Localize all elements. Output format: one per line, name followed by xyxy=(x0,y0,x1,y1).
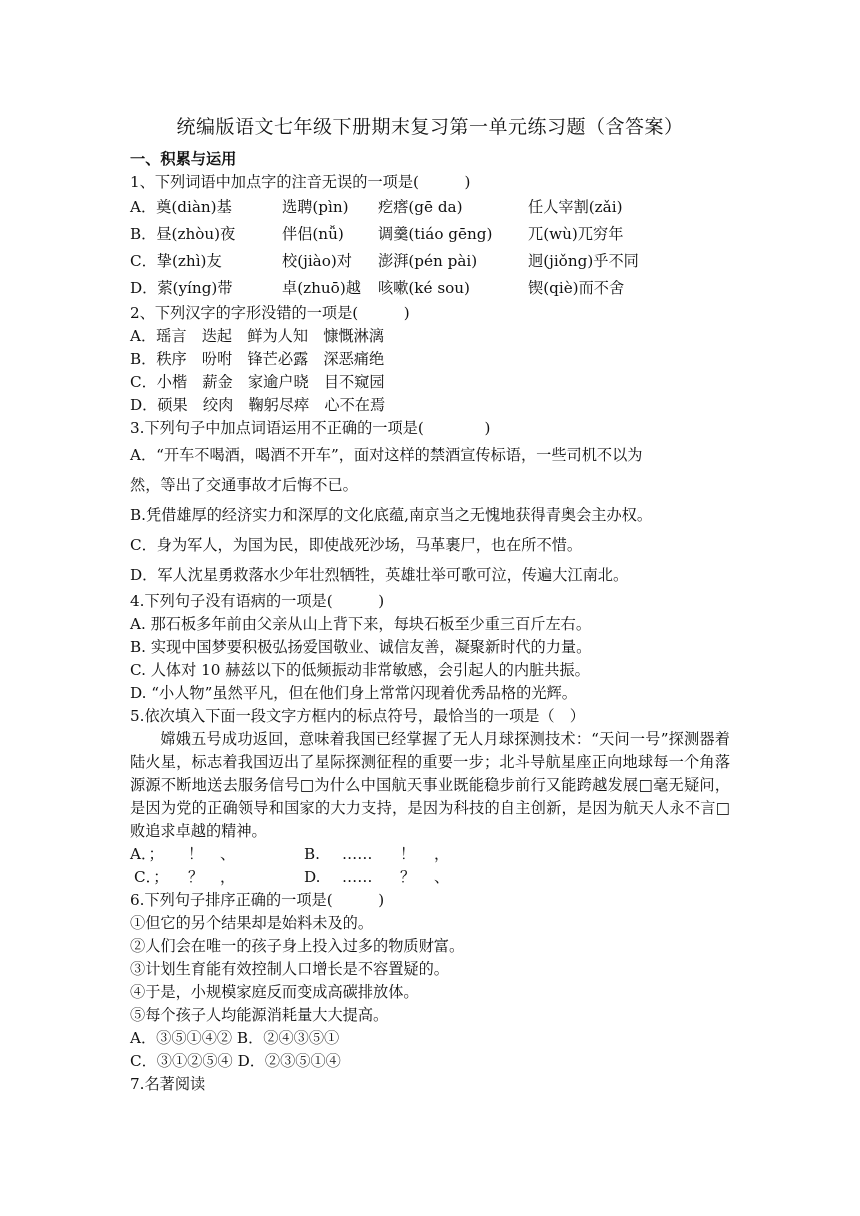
q1-a-4: 任人宰割(zǎi) xyxy=(528,198,623,216)
document-title: 统编版语文七年级下册期末复习第一单元练习题（含答案） xyxy=(176,116,684,138)
q5-c-3: ， xyxy=(220,868,236,886)
q1-b-1: B．昼(zhòu)夜 xyxy=(130,225,236,243)
q3-option-c: C．身为军人，为国为民，即使战死沙场，马革裹尸，也在所不惜。 xyxy=(130,536,583,554)
q1-a-2: 选聘(pìn) xyxy=(282,198,349,216)
q6-item-2: ②人们会在唯一的孩子身上投入过多的物质财富。 xyxy=(130,937,465,955)
q5-d-2: …… xyxy=(342,868,373,886)
q1-options xyxy=(130,194,730,302)
q6-item-4: ④于是，小规模家庭反而变成高碳排放体。 xyxy=(130,983,419,1001)
q3-option-d: D．军人沈星勇救落水少年壮烈牺牲，英雄壮举可歌可泣，传遍大江南北。 xyxy=(130,566,629,584)
q1-option-b xyxy=(130,221,730,248)
q1-d-3: 咳嗽(ké sou) xyxy=(378,279,470,297)
q1-d-1: D．萦(yíng)带 xyxy=(130,279,233,297)
q1-b-3: 调羹(tiáo gēng) xyxy=(378,225,493,243)
q2-option-d: D．硕果 绞肉 鞠躬尽瘁 心不在焉 xyxy=(130,396,386,414)
q5-b-2: …… xyxy=(342,845,373,863)
q1-c-1: C．挚(zhì)友 xyxy=(130,252,222,270)
q3-option-b: B.凭借雄厚的经济实力和深厚的文化底蕴,南京当之无愧地获得青奥会主办权。 xyxy=(130,506,653,524)
q1-a-1: A．奠(diàn)基 xyxy=(130,198,232,216)
q5-b-4: ， xyxy=(434,845,450,863)
q1-stem: 1、下列词语中加点字的注音无误的一项是( ) xyxy=(130,173,471,191)
q7-stem: 7.名著阅读 xyxy=(130,1075,206,1093)
q2-stem: 2、下列汉字的字形没错的一项是( ) xyxy=(130,304,410,322)
q1-option-d xyxy=(130,275,730,302)
q5-stem: 5.依次填入下面一段文字方框内的标点符号，最恰当的一项是（ ） xyxy=(130,707,585,725)
q5-passage: 嫦娥五号成功返回，意味着我国已经掌握了无人月球探测技术：“天问一号”探测器着陆火星，标志着我国迈出了星际探测征程的重要一步；北斗导航星座正向地球每一个角落源源不断地送去服务信号□为什么中国航天事业既能稳步前行又能跨越发展□毫无疑问，是因为党的正确领导和国家的大力支持，是因为科技的自主创新，是因为航天人永不言□败追求卓越的精神。 xyxy=(130,730,730,840)
q5-options-cd xyxy=(130,866,730,889)
q5-d-1: D. xyxy=(304,868,321,886)
q1-c-4: 迥(jiǒng)乎不同 xyxy=(528,252,639,270)
q4-option-a: A. 那石板多年前由父亲从山上背下来，每块石板至少重三百斤左右。 xyxy=(130,615,592,633)
q5-a-3: 、 xyxy=(220,845,236,863)
q5-c-1: C．； xyxy=(134,868,169,886)
q3-stem: 3.下列句子中加点词语运用不正确的一项是( ) xyxy=(130,419,491,437)
document-body xyxy=(130,148,730,1096)
q4-option-b: B. 实现中国梦要积极弘扬爱国敬业、诚信友善，凝聚新时代的力量。 xyxy=(130,638,592,656)
q1-option-c xyxy=(130,248,730,275)
q1-d-2: 卓(zhuō)越 xyxy=(282,279,361,297)
q6-item-1: ①但它的另个结果却是始料未及的。 xyxy=(130,914,373,932)
q6-item-3: ③计划生育能有效控制人口增长是不容置疑的。 xyxy=(130,960,449,978)
q6-stem: 6.下列句子排序正确的一项是( ) xyxy=(130,891,385,909)
q1-c-2: 校(jiào)对 xyxy=(282,252,352,270)
q2-option-c: C．小楷 薪金 家逾户晓 目不窥园 xyxy=(130,373,385,391)
q1-c-3: 澎湃(pén pài) xyxy=(378,252,478,270)
q4-stem: 4.下列句子没有语病的一项是( ) xyxy=(130,592,385,610)
q1-b-4: 兀(wù)兀穷年 xyxy=(528,225,624,243)
q3-option-a-line1: A．“开车不喝酒，喝酒不开车”，面对这样的禁酒宣传标语，一些司机不以为 xyxy=(130,446,643,464)
q5-a-2: ！ xyxy=(188,845,204,863)
q6-options-cd: C．③①②⑤④ D．②③⑤①④ xyxy=(130,1052,341,1070)
q4-option-d: D. “小人物”虽然平凡，但在他们身上常常闪现着优秀品格的光辉。 xyxy=(130,684,577,702)
q5-a-1: A．； xyxy=(130,845,164,863)
q6-options-ab: A．③⑤①④② B．②④③⑤① xyxy=(130,1029,340,1047)
q1-a-3: 疙瘩(gē da) xyxy=(378,198,463,216)
q1-b-2: 伴侣(nǚ) xyxy=(282,225,344,243)
q2-option-b: B．秩序 吩咐 锋芒必露 深恶痛绝 xyxy=(130,350,385,368)
q5-options-ab xyxy=(130,843,730,866)
q6-item-5: ⑤每个孩子人均能源消耗量大大提高。 xyxy=(130,1006,389,1024)
q1-option-a xyxy=(130,194,730,221)
q5-d-3: ？ xyxy=(400,868,416,886)
q5-c-2: ？ xyxy=(188,868,204,886)
section-heading: 一、积累与运用 xyxy=(130,150,237,168)
q2-option-a: A．瑶言 迭起 鲜为人知 慷慨淋漓 xyxy=(130,327,384,345)
q5-d-4: 、 xyxy=(434,868,450,886)
q5-b-3: ！ xyxy=(400,845,416,863)
q4-option-c: C. 人体对 10 赫兹以下的低频振动非常敏感，会引起人的内脏共振。 xyxy=(130,661,590,679)
q5-b-1: B. xyxy=(304,845,320,863)
q3-option-a-line2: 然，等出了交通事故才后悔不已。 xyxy=(130,476,358,494)
q1-d-4: 锲(qiè)而不舍 xyxy=(528,279,625,297)
